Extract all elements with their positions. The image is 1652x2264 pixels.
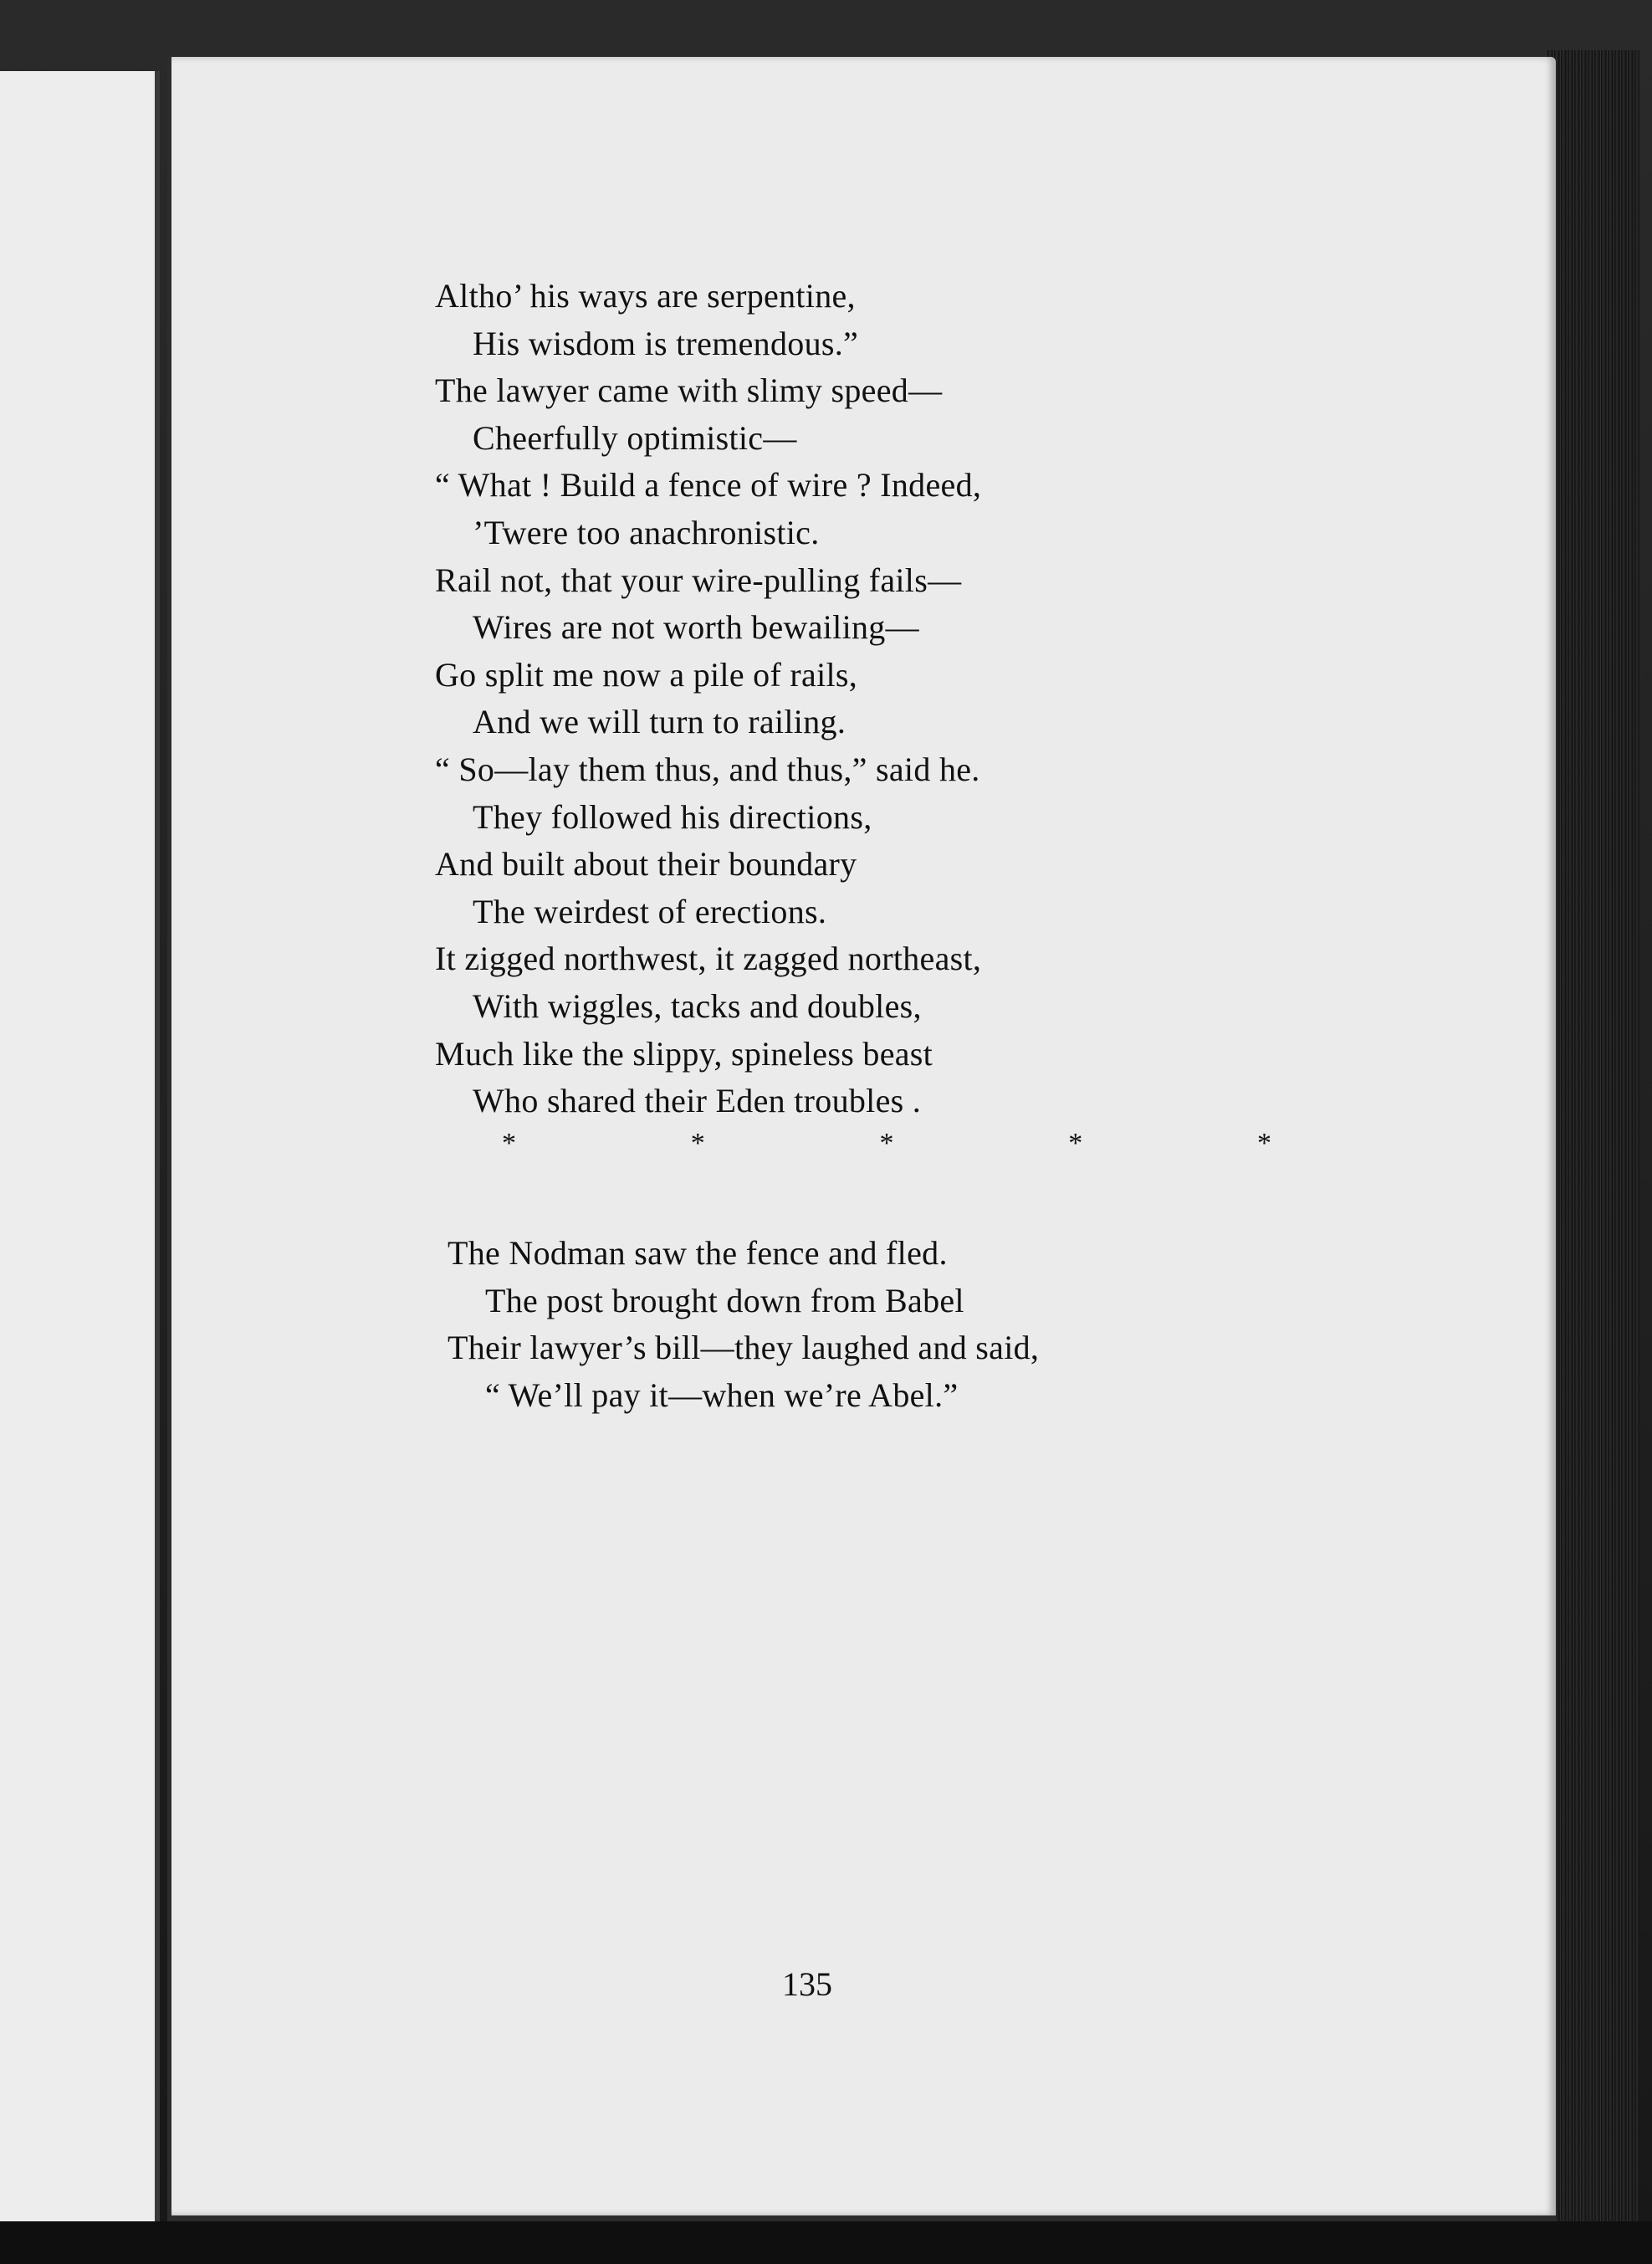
poem-line: With wiggles, tacks and doubles,	[473, 986, 922, 1025]
section-separator	[502, 1128, 1271, 1160]
poem-line: The lawyer came with slimy speed—	[435, 371, 943, 410]
poem-line: And built about their boundary	[435, 845, 857, 884]
poem-line: Their lawyer’s bill—they laughed and said,	[448, 1329, 1040, 1367]
poem-line: Who shared their Eden troubles .	[473, 1082, 922, 1120]
poem-line: “ We’ll pay it—when we’re Abel.”	[485, 1375, 959, 1414]
book-edge	[1547, 50, 1639, 2226]
facing-page-edge	[0, 71, 160, 2230]
separator-star: *	[1257, 1128, 1271, 1159]
poem-line: The post brought down from Babel	[485, 1281, 964, 1319]
poem-stanza-a	[435, 273, 981, 1125]
poem-line: His wisdom is tremendous.”	[473, 324, 859, 362]
poem-line: The Nodman saw the fence and fled.	[448, 1234, 948, 1272]
poem-line: ’Twere too anachronistic.	[473, 513, 820, 551]
separator-star: *	[690, 1128, 705, 1159]
separator-star: *	[1068, 1128, 1083, 1159]
poem-stanza-b	[448, 1230, 1039, 1419]
poem-line: Cheerfully optimistic—	[473, 418, 797, 457]
poem-line: “ What ! Build a fence of wire ? Indeed,	[435, 466, 982, 505]
separator-star: *	[502, 1128, 516, 1159]
poem-line: And we will turn to railing.	[473, 703, 846, 741]
poem-line: It zigged northwest, it zagged northeast,	[435, 940, 982, 978]
poem-line: Go split me now a pile of rails,	[435, 655, 858, 694]
book-page	[167, 57, 1556, 2222]
poem-line: “ So—lay them thus, and thus,” said he.	[435, 750, 980, 788]
poem-line: Wires are not worth bewailing—	[473, 608, 919, 647]
poem-line: Much like the slippy, spineless beast	[435, 1034, 933, 1073]
page-number: 135	[782, 1965, 832, 2003]
poem-line: Altho’ his ways are serpentine,	[435, 277, 856, 315]
scan-bottom-edge	[0, 2221, 1652, 2264]
poem-line: Rail not, that your wire-pulling fails—	[435, 561, 962, 599]
poem-line: They followed his directions,	[473, 797, 872, 836]
separator-star: *	[879, 1128, 894, 1159]
poem-line: The weirdest of erections.	[473, 892, 827, 930]
